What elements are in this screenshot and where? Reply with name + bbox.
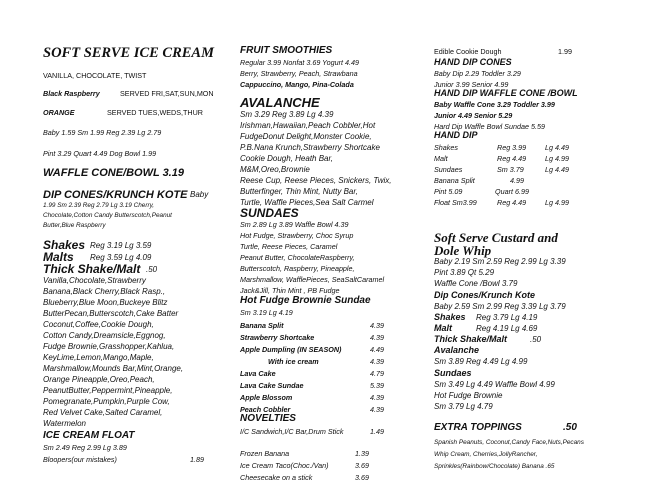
custard-title-1: Soft Serve Custard and <box>434 230 558 245</box>
dessert-item-name: Apple Blossom <box>240 393 293 402</box>
dessert-item-name: Strawberry Shortcake <box>240 333 315 342</box>
custard-avalanche-title: Avalanche <box>434 345 480 355</box>
sundaes-line: Jack&Jill, Thin Mint , PB Fudge <box>240 286 340 295</box>
dip-cones-title: DIP CONES/KRUNCH KOTE <box>43 189 188 201</box>
fruit-smoothies-flavors: Berry, Strawberry, Peach, Strawbana <box>240 69 358 78</box>
sundaes-line: Marshmallow, WafflePieces, SeaSaltCaramel <box>240 275 385 284</box>
dessert-item-name: With ice cream <box>268 357 319 366</box>
fruit-smoothies-title: FRUIT SMOOTHIES <box>240 45 333 56</box>
flavor-line: Orange Pineapple,Oreo,Peach, <box>43 375 155 384</box>
dessert-item-price: 4.49 <box>370 345 384 354</box>
frozen-item-price: 3.69 <box>355 461 369 470</box>
avalanche-line: Irishman,Hawaiian,Peach Cobbler,Hot <box>240 121 376 130</box>
custard-avalanche-prices: Sm 3.89 Reg 4.49 Lg 4.99 <box>434 357 528 366</box>
edible-cookie-dough-name: Edible Cookie Dough <box>434 47 502 56</box>
flavor-line: Coconut,Coffee,Cookie Dough, <box>43 320 154 329</box>
hand-dip-row-lg: Lg 4.99 <box>545 154 569 163</box>
black-raspberry-days: SERVED FRI,SAT,SUN,MON <box>120 89 214 98</box>
custard-dip-prices: Baby 2.59 Sm 2.99 Reg 3.39 Lg 3.79 <box>434 302 566 311</box>
extra-toppings-title: EXTRA TOPPINGS <box>434 422 522 433</box>
hand-dip-waffle-line: Hard Dip Waffle Bowl Sundae 5.59 <box>434 122 545 131</box>
malts-price: Reg 3.59 Lg 4.09 <box>90 253 152 262</box>
novelties-price: 1.49 <box>370 427 384 436</box>
frozen-item-name: Cheesecake on a stick <box>240 473 313 482</box>
hand-dip-cones-title: HAND DIP CONES <box>434 57 512 67</box>
hand-dip-row-reg: Reg 4.49 <box>497 154 527 163</box>
shakes-name: Shakes <box>43 238 86 252</box>
flavor-line: Vanilla,Chocolate,Strawberry <box>43 276 146 285</box>
novelties-title: NOVELTIES <box>240 413 296 424</box>
waffle-cone-bowl: WAFFLE CONE/BOWL 3.19 <box>43 167 184 179</box>
sundaes-line: Peanut Butter, ChocolateRaspberry, <box>240 253 355 262</box>
fruit-smoothies-flavors-2: Cappuccino, Mango, Pina-Colada <box>240 80 354 89</box>
custard-hot-fudge-brownie-price: Sm 3.79 Lg 4.79 <box>434 402 493 411</box>
flavor-line: KeyLime,Lemon,Mango,Maple, <box>43 353 154 362</box>
dessert-item-name: Lava Cake <box>240 369 276 378</box>
avalanche-line: FudgeDonut Delight,Monster Cookie, <box>240 132 372 141</box>
hand-dip-row-name: Sundaes <box>434 165 463 174</box>
avalanche-line: Cookie Dough, Heath Bar, <box>240 154 333 163</box>
dessert-item-name: Banana Split <box>240 321 284 330</box>
frozen-item-price: 1.39 <box>355 449 369 458</box>
flavor-line: Marshmallow,Mounds Bar,Mint,Orange, <box>43 364 184 373</box>
avalanche-line: Turtle, Waffle Pieces,Sea Salt Carmel <box>240 198 374 207</box>
soft-serve-pint-quart: Pint 3.29 Quart 4.49 Dog Bowl 1.99 <box>43 149 157 158</box>
custard-thick-name: Thick Shake/Malt <box>434 334 508 344</box>
bloopers-price: 1.89 <box>190 455 204 464</box>
extra-toppings-price: .50 <box>563 422 577 433</box>
dessert-item-price: 4.39 <box>370 357 384 366</box>
hand-dip-row-reg: Quart 6.99 <box>495 187 529 196</box>
hand-dip-row-name: Banana Split <box>434 176 475 185</box>
flavor-line: PeanutButter,Peppermint,Pineapple, <box>43 386 173 395</box>
hand-dip-title: HAND DIP <box>434 130 478 140</box>
hand-dip-waffle-line: Baby Waffle Cone 3.29 Toddler 3.99 <box>434 100 555 109</box>
dessert-item-price: 4.79 <box>370 369 384 378</box>
custard-shakes-name: Shakes <box>434 312 466 322</box>
sundaes-line: Sm 2.89 Lg 3.89 Waffle Bowl 4.39 <box>240 220 349 229</box>
soft-serve-title: SOFT SERVE ICE CREAM <box>43 45 214 61</box>
thick-shake-price: .50 <box>146 265 158 274</box>
avalanche-line: Butterfinger, Thin Mint, Nutty Bar, <box>240 187 358 196</box>
custard-hot-fudge-brownie: Hot Fudge Brownie <box>434 391 503 400</box>
sundaes-line: Butterscotch, Raspberry, Pineapple, <box>240 264 355 273</box>
avalanche-line: Reese Cup, Reese Pieces, Snickers, Twix, <box>240 176 392 185</box>
novelties-items: I/C Sandwich,I/C Bar,Drum Stick <box>240 427 344 436</box>
hot-fudge-brownie-title: Hot Fudge Brownie Sundae <box>240 295 371 306</box>
custard-sundaes-title: Sundaes <box>434 368 472 378</box>
dip-cones-flavors-2: Butter,Blue Raspberry <box>43 222 106 229</box>
hand-dip-row-lg: Lg 4.49 <box>545 143 569 152</box>
dessert-item-price: 5.39 <box>370 381 384 390</box>
bloopers-name: Bloopers(our mistakes) <box>43 455 117 464</box>
sundaes-title: SUNDAES <box>240 206 299 220</box>
hand-dip-row-reg: Reg 3.99 <box>497 143 527 152</box>
hand-dip-row-lg: Lg 4.99 <box>545 198 569 207</box>
hand-dip-row-reg: Sm 3.79 <box>497 165 524 174</box>
hand-dip-cones-line: Baby Dip 2.29 Toddler 3.29 <box>434 69 521 78</box>
flavor-line: ButterPecan,Butterscotch,Cake Batter <box>43 309 179 318</box>
custard-line: Waffle Cone /Bowl 3.79 <box>434 279 518 288</box>
dip-cones-flavors-1: Chocolate,Cotton Candy Butterscotch,Peanut <box>43 212 172 219</box>
ice-cream-float-title: ICE CREAM FLOAT <box>43 430 135 441</box>
edible-cookie-dough-price: 1.99 <box>558 47 572 56</box>
hand-dip-row-name: Shakes <box>434 143 458 152</box>
hand-dip-row-name: Float Sm3.99 <box>434 198 477 207</box>
hand-dip-row-name: Pint 5.09 <box>434 187 463 196</box>
hand-dip-row-lg: Lg 4.49 <box>545 165 569 174</box>
dessert-item-price: 4.39 <box>370 333 384 342</box>
hand-dip-waffle-line: Junior 4.49 Senior 5.29 <box>434 111 513 120</box>
orange-name: ORANGE <box>43 108 75 117</box>
ice-cream-float-prices: Sm 2.49 Reg 2.99 Lg 3.89 <box>43 443 127 452</box>
hand-dip-row-reg: Reg 4.49 <box>497 198 527 207</box>
dessert-item-price: 4.39 <box>370 321 384 330</box>
flavor-line: Blueberry,Blue Moon,Buckeye Blitz <box>43 298 168 307</box>
hand-dip-cones-line: Junior 3.99 Senior 4.99 <box>434 80 509 89</box>
hand-dip-waffle-title: HAND DIP WAFFLE CONE /BOWL <box>434 88 578 98</box>
custard-dip-title: Dip Cones/Krunch Kote <box>434 290 536 300</box>
extra-toppings-list: Spanish Peanuts, Coconut,Candy Face,Nuts,Pecans <box>434 439 584 446</box>
soft-serve-flavors: VANILLA, CHOCOLATE, TWIST <box>43 71 147 80</box>
sundaes-line: Turtle, Reese Pieces, Caramel <box>240 242 338 251</box>
dip-cones-prices: 1.99 Sm 2.39 Reg 2.79 Lg 3.19 Cherry, <box>43 202 155 209</box>
thick-shake-name: Thick Shake/Malt <box>43 262 141 276</box>
custard-thick-price: .50 <box>530 335 542 344</box>
custard-line: Pint 3.89 Qt 5.29 <box>434 268 495 277</box>
custard-shakes-price: Reg 3.79 Lg 4.19 <box>476 313 538 322</box>
flavor-line: Cotton Candy,Dreamsicle,Eggnog, <box>43 331 166 340</box>
custard-malt-price: Reg 4.19 Lg 4.69 <box>476 324 538 333</box>
malts-name: Malts <box>43 250 74 264</box>
dessert-item-name: Lava Cake Sundae <box>240 381 304 390</box>
avalanche-line: M&M,Oreo,Brownie <box>240 165 310 174</box>
fruit-smoothies-prices: Regular 3.99 Nonfat 3.69 Yogurt 4.49 <box>240 58 359 67</box>
dip-cones-baby: Baby <box>190 190 209 199</box>
extra-toppings-list: Whip Cream, Cherries,JollyRancher, <box>434 451 538 458</box>
dessert-item-price: 4.39 <box>370 393 384 402</box>
dessert-item-name: Apple Dumpling (IN SEASON) <box>240 345 342 354</box>
dessert-item-price: 4.39 <box>370 405 384 414</box>
frozen-item-price: 3.69 <box>355 473 369 482</box>
flavor-line: Pomegranate,Pumpkin,Purple Cow, <box>43 397 170 406</box>
custard-title-2: Dole Whip <box>434 243 492 258</box>
soft-serve-sizes: Baby 1.59 Sm 1.99 Reg 2.39 Lg 2.79 <box>43 128 162 137</box>
hand-dip-row-name: Malt <box>434 154 448 163</box>
flavor-line: Watermelon <box>43 419 86 428</box>
extra-toppings-list: Sprinkles(Rainbow/Chocolate) Banana .65 <box>434 463 555 470</box>
custard-malt-name: Malt <box>434 323 452 333</box>
shakes-price: Reg 3.19 Lg 3.59 <box>90 241 152 250</box>
avalanche-line: Sm 3.29 Reg 3.89 Lg 4.39 <box>240 110 334 119</box>
flavor-line: Fudge Brownie,Grasshopper,Kahlua, <box>43 342 175 351</box>
custard-line: Baby 2.19 Sm 2.59 Reg 2.99 Lg 3.39 <box>434 257 566 266</box>
frozen-item-name: Frozen Banana <box>240 449 290 458</box>
custard-sundaes-prices: Sm 3.49 Lg 4.49 Waffle Bowl 4.99 <box>434 380 555 389</box>
hand-dip-row-reg: 4.99 <box>510 176 524 185</box>
dessert-item-name: Peach Cobbler <box>240 405 291 414</box>
frozen-item-name: Ice Cream Taco(Choc./Van) <box>240 461 329 470</box>
flavor-line: Red Velvet Cake,Salted Caramel, <box>43 408 163 417</box>
sundaes-line: Hot Fudge, Strawberry, Choc Syrup <box>240 231 354 240</box>
orange-days: SERVED TUES,WEDS,THUR <box>107 108 203 117</box>
hot-fudge-brownie-prices: Sm 3.19 Lg 4.19 <box>240 308 293 317</box>
flavor-line: Banana,Black Cherry,Black Rasp., <box>43 287 166 296</box>
avalanche-line: P.B.Nana Krunch,Strawberry Shortcake <box>240 143 380 152</box>
black-raspberry-name: Black Raspberry <box>43 89 100 98</box>
avalanche-title: AVALANCHE <box>240 95 320 110</box>
